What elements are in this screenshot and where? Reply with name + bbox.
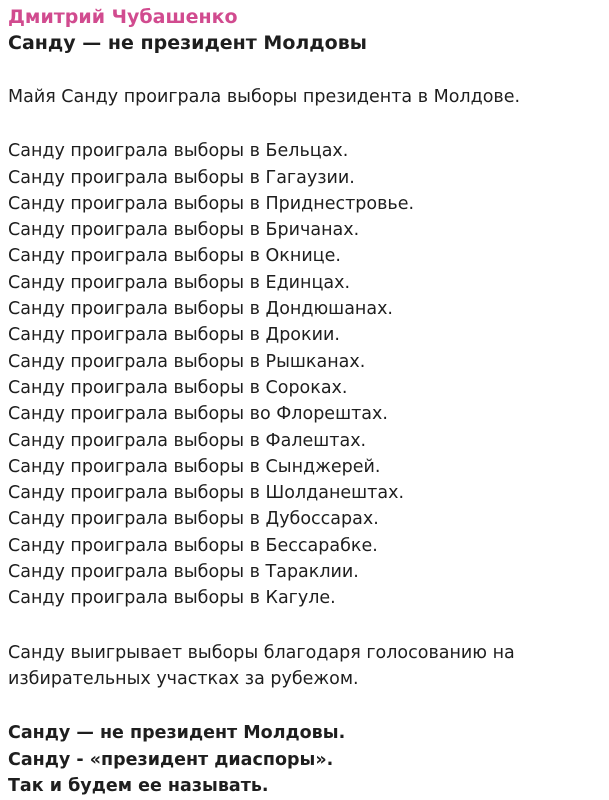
- list-item: Санду проиграла выборы в Окнице.: [8, 246, 341, 267]
- list-item: Санду проиграла выборы в Бельцах.: [8, 141, 349, 162]
- list-item: Санду проиграла выборы в Гагаузии.: [8, 167, 355, 188]
- list-item: Санду проиграла выборы в Приднестровье.: [8, 193, 415, 214]
- list-item: Санду проиграла выборы в Фалештах.: [8, 430, 367, 451]
- list-item: Санду проиграла выборы в Сороках.: [8, 377, 348, 398]
- list-item: Санду проиграла выборы в Дондюшанах.: [8, 299, 393, 320]
- list-item: Санду проиграла выборы в Дубоссарах.: [8, 509, 379, 530]
- summary-line: Санду выигрывает выборы благодаря голосованию на: [8, 642, 515, 663]
- region-list: [8, 138, 601, 611]
- intro-text: Майя Санду проиграла выборы президента в Молдове.: [8, 87, 521, 107]
- list-item: Санду проиграла выборы во Флорештах.: [8, 404, 388, 425]
- author-name[interactable]: Дмитрий Чубашенко: [8, 6, 238, 28]
- list-item: Санду проиграла выборы в Тараклии.: [8, 562, 359, 583]
- spacer: [8, 612, 601, 640]
- list-item: Санду проиграла выборы в Бричанах.: [8, 220, 360, 241]
- list-item: Санду проиграла выборы в Дрокии.: [8, 325, 340, 346]
- list-item: Санду проиграла выборы в Бессарабке.: [8, 535, 378, 556]
- list-item: Санду проиграла выборы в Кагуле.: [8, 588, 336, 609]
- list-item: Санду проиграла выборы в Рышканах.: [8, 351, 366, 372]
- spacer: [8, 56, 601, 84]
- closing-line: Так и будем ее называть.: [8, 775, 269, 796]
- spacer: [8, 692, 601, 720]
- closing-line: Санду — не президент Молдовы.: [8, 723, 346, 744]
- list-item: Санду проиграла выборы в Единцах.: [8, 272, 351, 293]
- closing-line: Санду - «президент диаспоры».: [8, 749, 334, 770]
- summary-line: избирательных участках за рубежом.: [8, 668, 359, 689]
- list-item: Санду проиграла выборы в Шолданештах.: [8, 483, 405, 504]
- spacer: [8, 110, 601, 138]
- list-item: Санду проиграла выборы в Сынджерей.: [8, 456, 381, 477]
- post-title: Санду — не президент Молдовы: [8, 32, 367, 54]
